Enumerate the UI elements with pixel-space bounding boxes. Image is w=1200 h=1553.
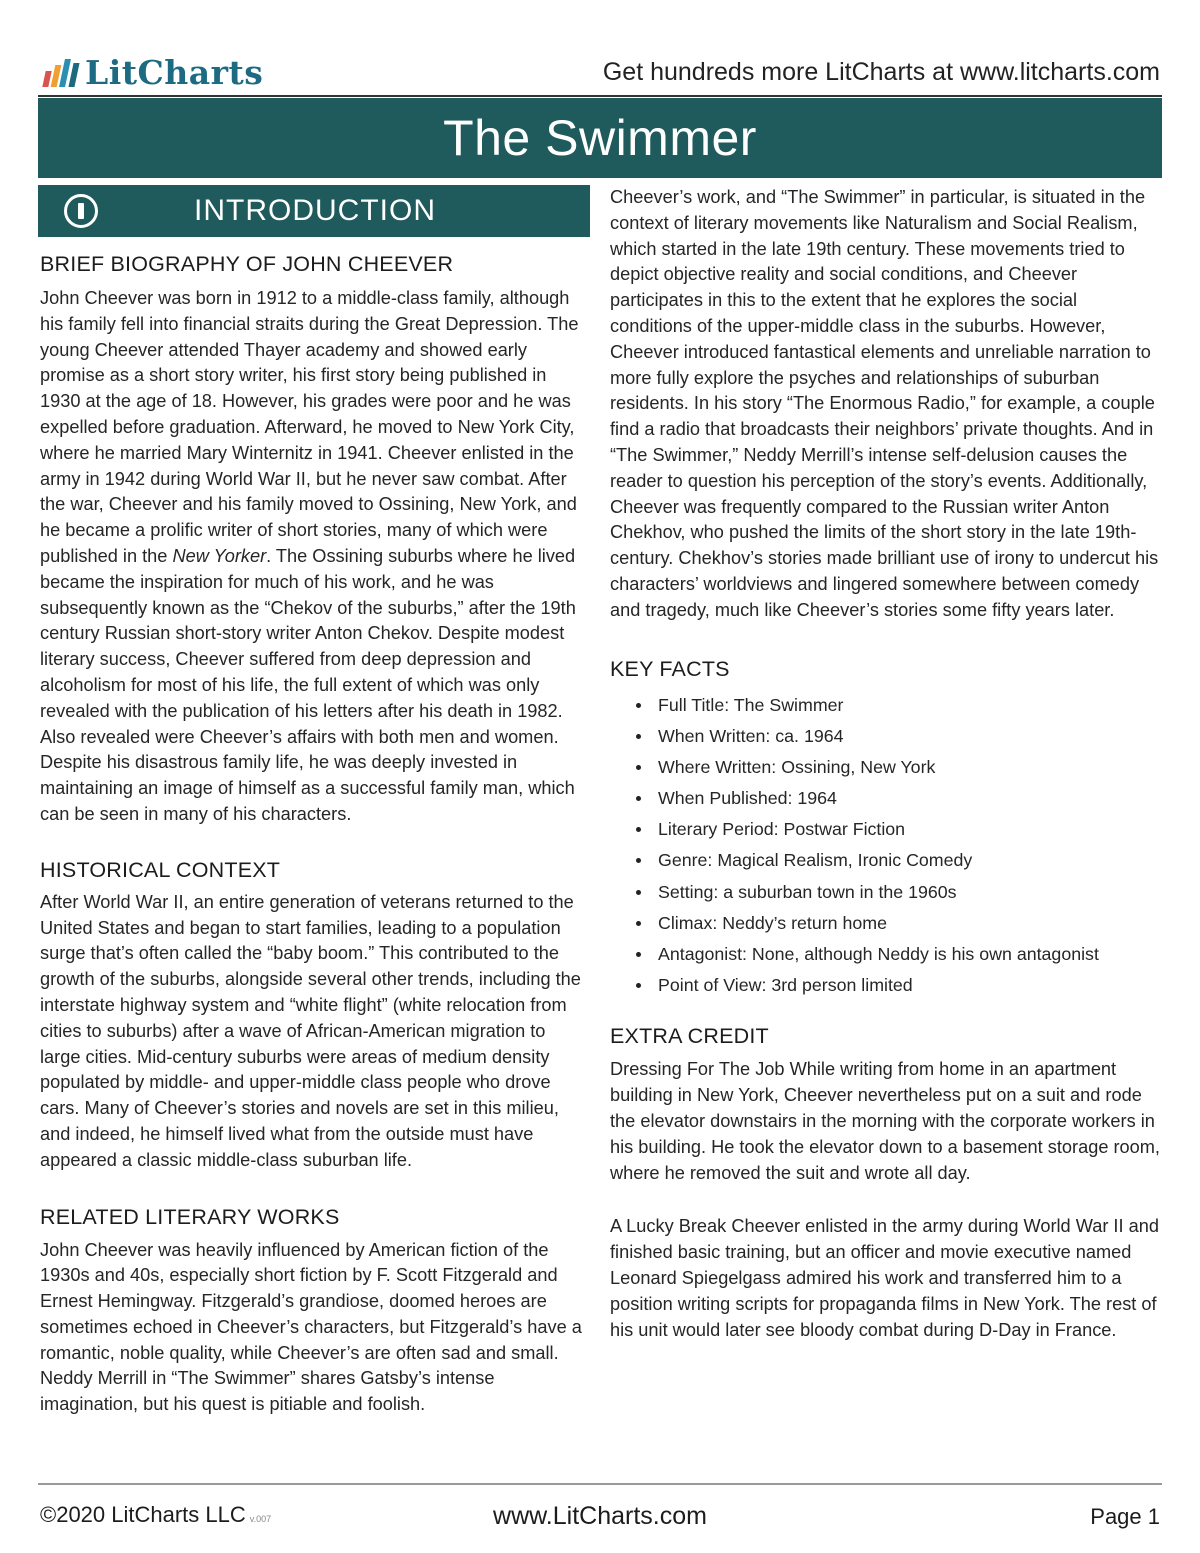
fact-item bbox=[610, 690, 1162, 721]
biography-text-part1: John Cheever was born in 1912 to a middle-class family, although his family fell into financial straits during the Great Depression. The young Cheever attended Thayer academy and showed early promise as a short story writer, his first story being published in 1930 at the age of 18. However, his grades were poor and he was expelled before graduation. Afterward, he moved to New York City, where he married Mary Winternitz in 1941. Cheever enlisted in the army in 1942 during World War II, but he never saw combat. After the war, Cheever and his family moved to Ossining, New York, and he became a prolific writer of short stories, many of which were published in the bbox=[40, 288, 579, 566]
fact-value: a suburban town in the 1960s bbox=[723, 881, 957, 902]
fact-value: Neddy’s return home bbox=[722, 912, 887, 933]
title-banner bbox=[38, 98, 1162, 178]
copyright-text: ©2020 LitCharts LLC bbox=[40, 1502, 246, 1527]
fact-item bbox=[610, 908, 1162, 939]
fact-label: When Published: bbox=[658, 788, 793, 809]
fact-label: Setting: bbox=[658, 881, 719, 902]
logo-bars-icon bbox=[44, 57, 77, 87]
fact-label: Literary Period: bbox=[658, 819, 779, 840]
fact-value: 3rd person limited bbox=[771, 975, 913, 996]
key-facts-list bbox=[610, 690, 1162, 1002]
promo-link[interactable]: Get hundreds more LitCharts at www.litcharts.com bbox=[602, 58, 1160, 86]
fact-item bbox=[610, 845, 1162, 876]
historical-section bbox=[38, 857, 590, 1174]
biography-text-part2: . The Ossining suburbs where he lived became the inspiration for much of his work, and he was subsequently known as the “Chekov of the suburbs,” after the 19th century Russian short-story writer Anton Chekov. Despite modest literary success, Cheever suffered from deep depression and alcoholism for most of his life, the full extent of which was only revealed with the publication of his letters after his death in 1982. Also revealed were Cheever’s affairs with both men and women. Despite his disastrous family life, he was deeply invested in maintaining an image of himself as a successful family man, which can be seen in many of his characters. bbox=[40, 545, 576, 824]
related-works-text: John Cheever was heavily influenced by American fiction of the 1930s and 40s, especially short fiction by F. Scott Fitzgerald and Ernest Hemingway. Fitzgerald’s grandiose, doomed heroes are sometimes echoed in Cheever’s characters, but Fitzgerald’s have a romantic, noble quality, while Cheever’s are often sad and small. Neddy Merrill in “The Swimmer” shares Gatsby’s intense imagination, but his quest is pitiable and foolish. bbox=[40, 1239, 582, 1415]
biography-text bbox=[40, 286, 590, 828]
fact-label: Antagonist: bbox=[658, 944, 747, 965]
info-icon bbox=[64, 194, 98, 228]
fact-label: Point of View: bbox=[658, 975, 767, 996]
extra-credit-heading: EXTRA CREDIT bbox=[610, 1024, 769, 1049]
related-works-heading: RELATED LITERARY WORKS bbox=[40, 1204, 340, 1229]
fact-item bbox=[610, 877, 1162, 908]
page-title: The Swimmer bbox=[443, 110, 757, 166]
fact-label: Full Title: bbox=[658, 694, 730, 715]
page-number: Page 1 bbox=[1090, 1504, 1160, 1529]
header-divider bbox=[38, 95, 1162, 97]
related-works-section bbox=[38, 1204, 590, 1419]
litcharts-logo[interactable] bbox=[44, 50, 263, 94]
extra-credit-title: Dressing For The Job bbox=[610, 1059, 785, 1080]
page-footer bbox=[38, 1502, 1162, 1538]
version-label: v.007 bbox=[249, 1514, 272, 1524]
fact-label: Where Written: bbox=[658, 756, 777, 777]
introduction-heading: INTRODUCTION bbox=[194, 194, 436, 227]
fact-label: Genre: bbox=[658, 850, 713, 871]
key-facts-heading: KEY FACTS bbox=[610, 656, 730, 681]
fact-value: Postwar Fiction bbox=[783, 819, 906, 840]
fact-value: ca. 1964 bbox=[775, 725, 844, 746]
extra-credit-item bbox=[610, 1057, 1162, 1186]
historical-text: After World War II, an entire generation of veterans returned to the United States and began to start families, leading to a population surge that’s often called the “baby boom.” This contributed to the growth of the suburbs, alongside several other trends, including the interstate highway system and “white flight” (white relocation from cities to suburbs) after a wave of African-American migration to large cities. Mid-century suburbs were areas of medium density populated by middle- and upper-middle class people who drove cars. Many of Cheever’s stories and novels are set in this milieu, and indeed, he himself lived what from the outside must have appeared a classic middle-class suburban life. bbox=[40, 891, 581, 1170]
footer-divider bbox=[38, 1483, 1162, 1485]
biography-heading: BRIEF BIOGRAPHY OF JOHN CHEEVER bbox=[40, 252, 454, 276]
fact-item bbox=[610, 970, 1162, 1001]
extra-credit-title: A Lucky Break bbox=[610, 1216, 727, 1237]
left-column bbox=[38, 185, 590, 1418]
introduction-banner bbox=[38, 185, 590, 237]
fact-item bbox=[610, 814, 1162, 845]
key-facts-section bbox=[610, 656, 1162, 1002]
fact-value: Magical Realism, Ironic Comedy bbox=[717, 850, 973, 871]
fact-item bbox=[610, 783, 1162, 814]
historical-heading: HISTORICAL CONTEXT bbox=[40, 857, 281, 882]
biography-section bbox=[38, 251, 590, 828]
fact-value: Ossining, New York bbox=[781, 756, 936, 777]
logo-text: LitCharts bbox=[85, 52, 264, 92]
extra-credit-section bbox=[610, 1023, 1162, 1343]
fact-item bbox=[610, 939, 1162, 970]
publication-title: New Yorker bbox=[172, 545, 267, 566]
extra-credit-item bbox=[610, 1214, 1162, 1343]
footer-site-link[interactable]: www.LitCharts.com bbox=[493, 1502, 707, 1530]
fact-label: When Written: bbox=[658, 725, 771, 746]
extra-credit-text: Cheever enlisted in the army during World War II and finished basic training, but an officer and movie executive named Leonard Spiegelgass admired his work and transferred him to a position writing scripts for propaganda films in New York. The rest of his unit would later see bloody combat during D-Day in France. bbox=[610, 1216, 1159, 1340]
fact-label: Climax: bbox=[658, 912, 718, 933]
right-column bbox=[610, 185, 1162, 1343]
fact-value: 1964 bbox=[797, 788, 837, 809]
fact-value: None, although Neddy is his own antagonist bbox=[751, 944, 1099, 965]
extra-credit-text: While writing from home in an apartment building in New York, Cheever nevertheless put on a suit and rode the elevator downstairs in the morning with the corporate workers in his building. He took the elevator down to a basement storage room, where he removed the suit and wrote all day. bbox=[610, 1059, 1160, 1183]
related-works-continued: Cheever’s work, and “The Swimmer” in particular, is situated in the context of literary movements like Naturalism and Social Realism, which started in the late 19th century. These movements tried to depict objective reality and social conditions, and Cheever participates in this to the extent that he explores the social conditions of the upper-middle class in the suburbs. However, Cheever introduced fantastical elements and unreliable narration to more fully explore the psyches and relationships of suburban residents. In his story “The Enormous Radio,” for example, a couple find a radio that broadcasts their neighbors’ private thoughts. And in “The Swimmer,” Neddy Merrill’s intense self-delusion causes the reader to question his perception of the story’s events. Additionally, Cheever was frequently compared to the Russian writer Anton Chekhov, who pushed the limits of the short story in the late 19th-century. Chekhov’s stories made brilliant use of irony to undercut his characters’ worldviews and lingered somewhere between comedy and tragedy, much like Cheever’s stories some fifty years later. bbox=[610, 187, 1159, 620]
page-header bbox=[38, 50, 1162, 94]
fact-item bbox=[610, 752, 1162, 783]
fact-value: The Swimmer bbox=[733, 694, 844, 715]
fact-item bbox=[610, 721, 1162, 752]
